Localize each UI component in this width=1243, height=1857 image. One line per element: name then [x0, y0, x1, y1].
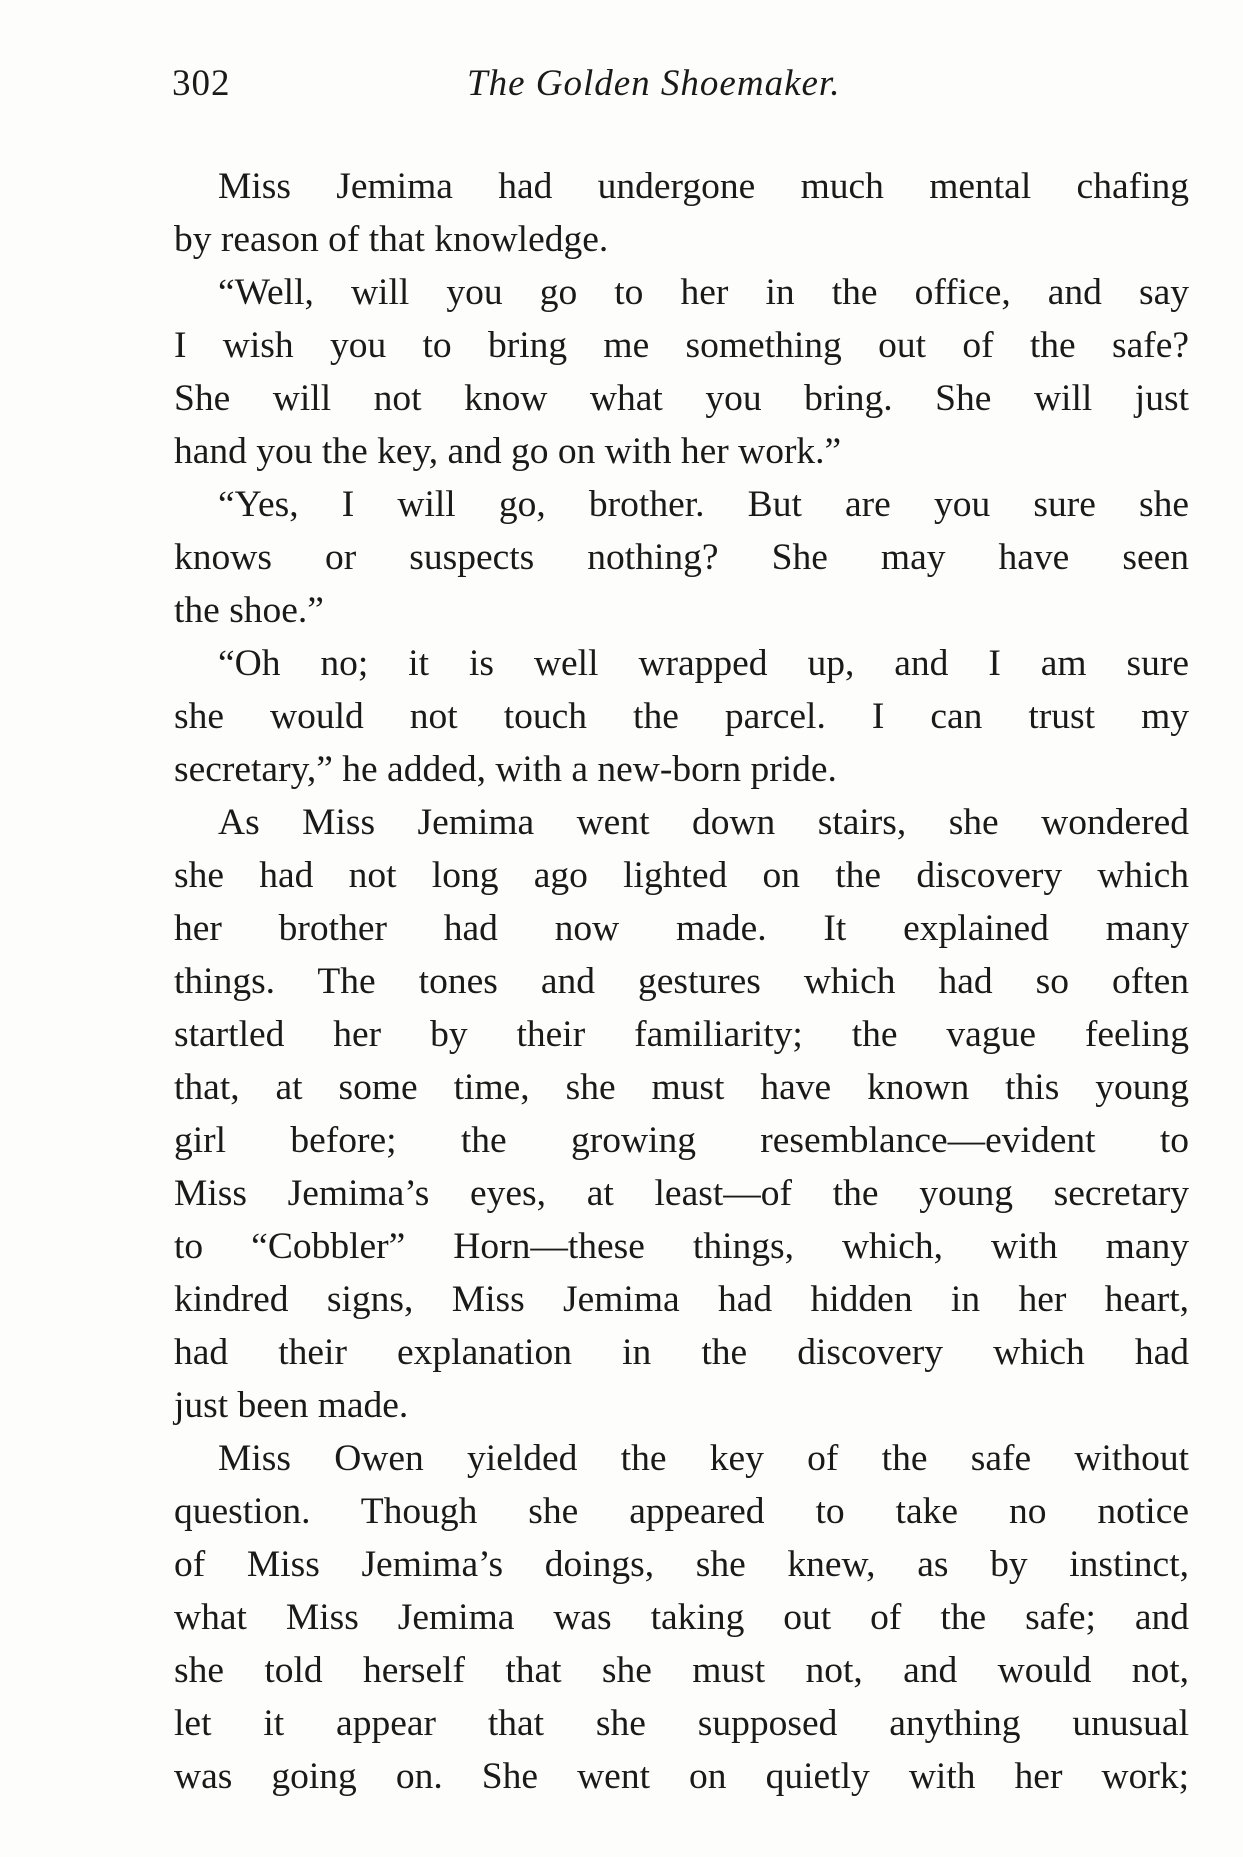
text-line: secretary,” he added, with a new-born pride. — [174, 749, 837, 790]
text-line: by reason of that knowledge. — [174, 219, 609, 260]
text-line: that, at some time, she must have known this young — [174, 1067, 1189, 1108]
text-line: girl before; the growing resemblance—evident to — [174, 1120, 1189, 1161]
text-line: I wish you to bring me something out of the safe? — [174, 325, 1189, 366]
text-line: “Well, will you go to her in the office, and say — [218, 272, 1189, 313]
running-title: The Golden Shoemaker. — [467, 63, 841, 104]
running-header — [172, 62, 1132, 112]
text-line: hand you the key, and go on with her work.” — [174, 431, 842, 472]
text-line: what Miss Jemima was taking out of the safe; and — [174, 1597, 1189, 1638]
text-line: question. Though she appeared to take no notice — [174, 1491, 1189, 1532]
text-line: was going on. She went on quietly with her work; — [174, 1756, 1189, 1797]
text-line: of Miss Jemima’s doings, she knew, as by instinct, — [174, 1544, 1189, 1585]
text-line: kindred signs, Miss Jemima had hidden in her heart, — [174, 1279, 1189, 1320]
text-line: she had not long ago lighted on the discovery which — [174, 855, 1189, 896]
text-line: let it appear that she supposed anything unusual — [174, 1703, 1189, 1744]
text-line: Miss Owen yielded the key of the safe without — [218, 1438, 1189, 1479]
text-line: As Miss Jemima went down stairs, she wondered — [218, 802, 1189, 843]
text-line: “Oh no; it is well wrapped up, and I am sure — [218, 643, 1189, 684]
text-line: Miss Jemima’s eyes, at least—of the young secretary — [174, 1173, 1189, 1214]
text-line: knows or suspects nothing? She may have seen — [174, 537, 1189, 578]
text-line: had their explanation in the discovery which had — [174, 1332, 1189, 1373]
text-line: her brother had now made. It explained many — [174, 908, 1189, 949]
text-line: startled her by their familiarity; the vague feeling — [174, 1014, 1189, 1055]
text-line: Miss Jemima had undergone much mental chafing — [218, 166, 1189, 207]
page-number: 302 — [172, 63, 231, 104]
body-text — [174, 160, 1189, 1803]
text-line: she would not touch the parcel. I can trust my — [174, 696, 1189, 737]
text-line: just been made. — [174, 1385, 409, 1426]
text-line: things. The tones and gestures which had so often — [174, 961, 1189, 1002]
text-line: to “Cobbler” Horn—these things, which, with many — [174, 1226, 1189, 1267]
text-line: “Yes, I will go, brother. But are you sure she — [218, 484, 1189, 525]
text-line: she told herself that she must not, and would not, — [174, 1650, 1189, 1691]
text-line: the shoe.” — [174, 590, 324, 631]
text-line: She will not know what you bring. She will just — [174, 378, 1189, 419]
